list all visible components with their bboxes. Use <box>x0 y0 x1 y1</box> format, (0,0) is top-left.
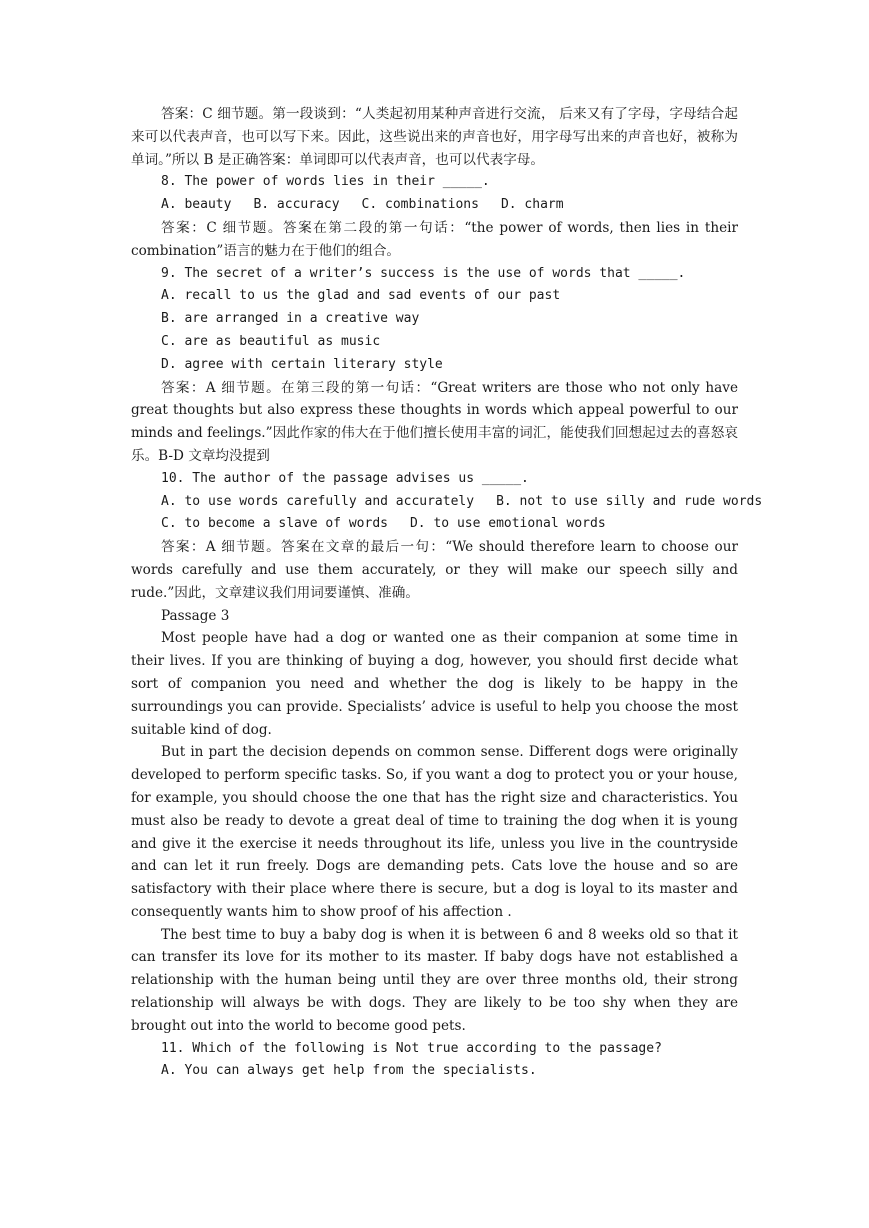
q10-stem: 10. The author of the passage advises us _____. <box>161 470 529 486</box>
q10-options-row1 <box>131 491 763 514</box>
q9-option-d: D. agree with certain literary style <box>161 356 443 372</box>
q9-stem: 9. The secret of a writer’s success is the use of words that _____. <box>161 265 686 281</box>
q8-option-b: B. accuracy <box>253 197 340 213</box>
passage3-paragraph-1: Most people have had a dog or wanted one as their companion at some time in their lives. If you are thinking of buying a dog, however, you should first decide what sort of companion you need and whether the dog is likely to be happy in the surroundings you can provide. Specialists’ advice is useful to help you choose the most suitable kind of dog. <box>131 630 738 738</box>
q8-answer: 答案：C 细节题。答案在第二段的第一句话：“the power of words, then lies in their combination”语言的魅力在于他们的组合。 <box>131 219 738 259</box>
q10-option-a: A. to use words carefully and accurately <box>161 493 475 509</box>
q9-option-c: C. are as beautiful as music <box>161 333 381 349</box>
document-page <box>131 103 763 1083</box>
q8-option-c: C. combinations <box>361 197 479 213</box>
passage3-title: Passage 3 <box>161 607 230 624</box>
q10-option-d: D. to use emotional words <box>409 516 606 532</box>
q10-option-b: B. not to use silly and rude words <box>496 493 763 509</box>
q8-option-d: D. charm <box>500 197 564 213</box>
q9-option-a: A. recall to us the glad and sad events of our past <box>161 288 561 304</box>
q10-options-row2 <box>131 513 738 536</box>
passage3-paragraph-2: But in part the decision depends on common sense. Different dogs were originally developed to perform specific tasks. So, if you want a dog to protect you or your house, for example, you should choose the one that has the right size and characteristics. You must also be ready to devote a great deal of time to training the dog when it is young and give it the exercise it needs throughout its life, unless you live in the countryside and can let it run freely. Dogs are demanding pets. Cats love the house and so are satisfactory with their place where there is secure, but a dog is loyal to its master and consequently wants him to show proof of his affection . <box>131 744 738 920</box>
q10-option-c: C. to become a slave of words <box>161 516 388 532</box>
q9-option-b: B. are arranged in a creative way <box>161 311 420 327</box>
q8-options <box>131 194 738 217</box>
q7-answer: 答案：C 细节题。第一段谈到：“人类起初用某种声音进行交流， 后来又有了字母，字母结合起来可以代表声音，也可以写下来。因此，这些说出来的声音也好，用字母写出来的声音也好，被称为单词。”所以 B 是正确答案：单词即可以代表声音，也可以代表字母。 <box>131 106 738 168</box>
q8-option-a: A. beauty <box>161 197 232 213</box>
q11-stem: 11. Which of the following is Not true according to the passage? <box>161 1040 662 1056</box>
q11-option-a: A. You can always get help from the specialists. <box>161 1063 537 1079</box>
passage3-paragraph-3: The best time to buy a baby dog is when it is between 6 and 8 weeks old so that it can transfer its love for its mother to its master. If baby dogs have not established a relationship with the human being until they are over three months old, their strong relationship will always be with dogs. They are likely to be too shy when they are brought out into the world to become good pets. <box>131 926 738 1034</box>
q9-answer: 答案：A 细节题。在第三段的第一句话：“Great writers are those who not only have great thoughts but also express these thoughts in words which appeal powerful to our minds and feelings.”因此作家的伟大在于他们擅长使用丰富的词汇，能使我们回想起过去的喜怒哀乐。B-D 文章均没提到 <box>131 379 738 464</box>
q10-answer: 答案：A 细节题。答案在文章的最后一句：“We should therefore learn to choose our words carefully and use them accurately, or they will make our speech silly and rude.”因此，文章建议我们用词要谨慎、准确。 <box>131 539 738 601</box>
q8-stem: 8. The power of words lies in their _____. <box>161 174 490 190</box>
